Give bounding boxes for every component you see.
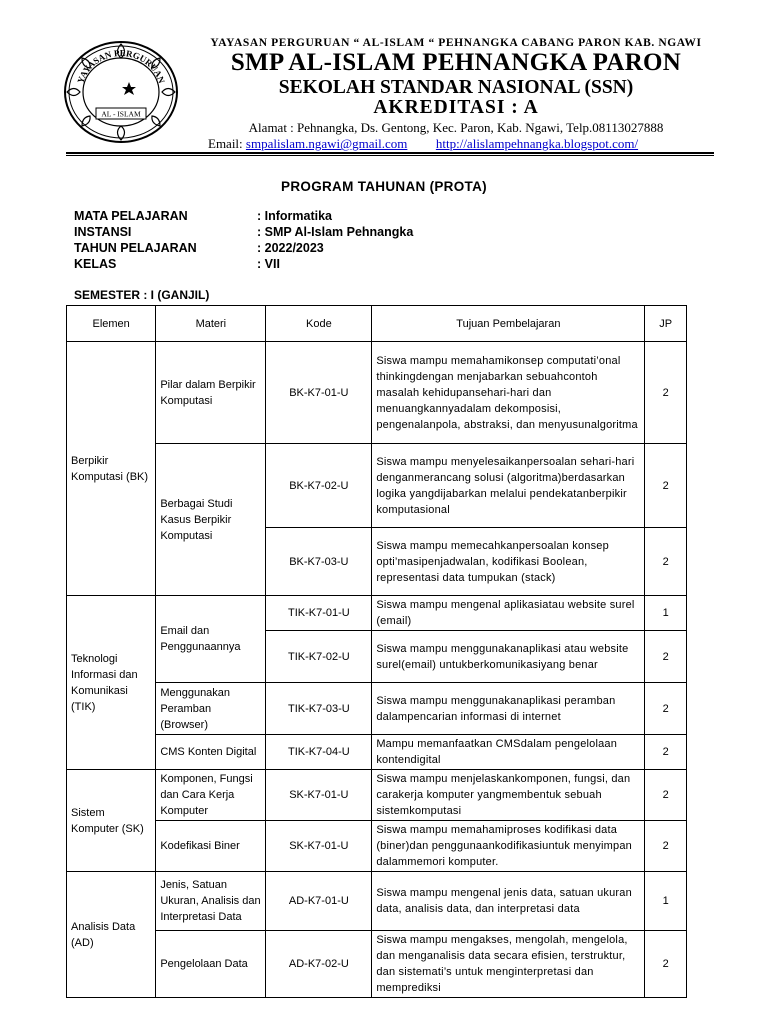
meta-row: TAHUN PELAJARAN : 2022/2023 bbox=[74, 241, 324, 255]
tujuan-cell: Siswa mampu mengakses, mengolah, mengelola, dan menganalisis data secara efisien, terstruktur, dan sistemati’s untuk menginterpretasi dan memprediksi bbox=[372, 931, 645, 998]
semester-label: SEMESTER : I (GANJIL) bbox=[74, 288, 210, 302]
jp-cell: 2 bbox=[645, 683, 687, 735]
materi-cell: CMS Konten Digital bbox=[156, 735, 266, 770]
header-materi: Materi bbox=[156, 306, 266, 342]
materi-cell: Kodefikasi Biner bbox=[156, 821, 266, 872]
materi-cell: Pengelolaan Data bbox=[156, 931, 266, 998]
jp-cell: 2 bbox=[645, 528, 687, 596]
tujuan-cell: Siswa mampu menggunakanaplikasi atau website surel(email) untukberkomunikasiyang benar bbox=[372, 631, 645, 683]
header-kode: Kode bbox=[266, 306, 372, 342]
kode-cell: BK-K7-03-U bbox=[266, 528, 372, 596]
tujuan-cell: Siswa mampu memahamiproses kodifikasi data (biner)dan penggunaankodifikasiuntuk menyimpan dalammemori komputer. bbox=[372, 821, 645, 872]
table-row bbox=[67, 821, 687, 872]
tujuan-cell: Siswa mampu menjelaskankomponen, fungsi, dan carakerja komputer yangmembentuk sebuah sistemkomputasi bbox=[372, 770, 645, 821]
school-standard: SEKOLAH STANDAR NASIONAL (SSN) bbox=[278, 77, 634, 98]
table-header-row bbox=[67, 306, 687, 342]
table-row bbox=[67, 770, 687, 821]
kode-cell: TIK-K7-02-U bbox=[266, 631, 372, 683]
kode-cell: TIK-K7-04-U bbox=[266, 735, 372, 770]
prota-table bbox=[66, 305, 687, 998]
header-jp: JP bbox=[645, 306, 687, 342]
jp-cell: 1 bbox=[645, 872, 687, 931]
table-row bbox=[67, 931, 687, 998]
header-elemen: Elemen bbox=[67, 306, 156, 342]
header-rule-thick bbox=[66, 152, 714, 154]
header-rule-thin bbox=[66, 155, 714, 156]
tujuan-cell: Siswa mampu memahamikonsep computati’onal thinkingdengan menjabarkan sebuahcontoh masalah kehidupansehari-hari dan menuangkannyadalam dekomposisi, pengenalanpola, abstraksi, dan menyusunalgoritma bbox=[372, 342, 645, 444]
jp-cell: 2 bbox=[645, 821, 687, 872]
kode-cell: TIK-K7-01-U bbox=[266, 596, 372, 631]
meta-row: KELAS : VII bbox=[74, 257, 280, 271]
kode-cell: SK-K7-01-U bbox=[266, 770, 372, 821]
jp-cell: 2 bbox=[645, 631, 687, 683]
email-label: Email: bbox=[208, 136, 243, 151]
table-row bbox=[67, 444, 687, 528]
jp-cell: 2 bbox=[645, 444, 687, 528]
materi-cell: Jenis, Satuan Ukuran, Analisis dan Interpretasi Data bbox=[156, 872, 266, 931]
elemen-cell: Teknologi Informasi dan Komunikasi (TIK) bbox=[67, 596, 156, 770]
document-title: PROGRAM TAHUNAN (PROTA) bbox=[281, 179, 487, 194]
school-address: Alamat : Pehnangka, Ds. Gentong, Kec. Paron, Kab. Ngawi, Telp.08113027888 bbox=[248, 120, 664, 135]
materi-cell: Pilar dalam Berpikir Komputasi bbox=[156, 342, 266, 444]
elemen-cell: Analisis Data (AD) bbox=[67, 872, 156, 998]
tujuan-cell: Siswa mampu mengenal aplikasiatau website surel (email) bbox=[372, 596, 645, 631]
email-link[interactable]: smpalislam.ngawi@gmail.com bbox=[245, 136, 408, 151]
materi-cell: Menggunakan Peramban (Browser) bbox=[156, 683, 266, 735]
website-link[interactable]: http://alislampehnangka.blogspot.com/ bbox=[435, 136, 639, 151]
materi-cell: Komponen, Fungsi dan Cara Kerja Komputer bbox=[156, 770, 266, 821]
kode-cell: BK-K7-02-U bbox=[266, 444, 372, 528]
letterhead bbox=[0, 0, 768, 160]
jp-cell: 2 bbox=[645, 931, 687, 998]
kode-cell: AD-K7-02-U bbox=[266, 931, 372, 998]
kode-cell: AD-K7-01-U bbox=[266, 872, 372, 931]
seal-text-top: YAYASAN PERGURUAN bbox=[75, 47, 167, 85]
tujuan-cell: Mampu memanfaatkan CMSdalam pengelolaan kontendigital bbox=[372, 735, 645, 770]
kode-cell: TIK-K7-03-U bbox=[266, 683, 372, 735]
elemen-cell: Sistem Komputer (SK) bbox=[67, 770, 156, 872]
tujuan-cell: Siswa mampu mengenal jenis data, satuan ukuran data, analisis data, dan interpretasi data bbox=[372, 872, 645, 931]
table-row bbox=[67, 735, 687, 770]
tujuan-cell: Siswa mampu memecahkanpersoalan konsep opti’masipenjadwalan, kodifikasi Boolean, representasi data tumpukan (stack) bbox=[372, 528, 645, 596]
jp-cell: 2 bbox=[645, 342, 687, 444]
meta-row: MATA PELAJARAN : Informatika bbox=[74, 209, 333, 223]
tujuan-cell: Siswa mampu menyelesaikanpersoalan sehari-hari denganmerancang solusi (algoritma)berdasarkan logika yangdijabarkan melalui pendekatanberpikir komputasional bbox=[372, 444, 645, 528]
elemen-cell: Berpikir Komputasi (BK) bbox=[67, 342, 156, 596]
materi-cell: Berbagai Studi Kasus Berpikir Komputasi bbox=[156, 444, 266, 596]
materi-cell: Email dan Penggunaannya bbox=[156, 596, 266, 683]
seal-text-bottom: AL - ISLAM bbox=[101, 109, 141, 119]
subject-info bbox=[74, 208, 413, 272]
jp-cell: 2 bbox=[645, 735, 687, 770]
tujuan-cell: Siswa mampu menggunakanaplikasi peramban dalampencarian informasi di internet bbox=[372, 683, 645, 735]
yayasan-name: YAYASAN PERGURUAN “ AL-ISLAM “ PEHNANGKA CABANG PARON KAB. NGAWI bbox=[210, 37, 702, 49]
contact-line bbox=[208, 136, 728, 152]
school-accreditation: AKREDITASI : A bbox=[373, 97, 539, 118]
table-row bbox=[67, 683, 687, 735]
jp-cell: 2 bbox=[645, 770, 687, 821]
kode-cell: SK-K7-01-U bbox=[266, 821, 372, 872]
header-tujuan: Tujuan Pembelajaran bbox=[372, 306, 645, 342]
table-row bbox=[67, 342, 687, 444]
kode-cell: BK-K7-01-U bbox=[266, 342, 372, 444]
school-name: SMP AL-ISLAM PEHNANGKA PARON bbox=[230, 49, 682, 76]
jp-cell: 1 bbox=[645, 596, 687, 631]
meta-row: INSTANSI : SMP Al-Islam Pehnangka bbox=[74, 225, 414, 239]
school-seal-icon bbox=[62, 40, 180, 144]
table-row bbox=[67, 596, 687, 631]
table-row bbox=[67, 872, 687, 931]
